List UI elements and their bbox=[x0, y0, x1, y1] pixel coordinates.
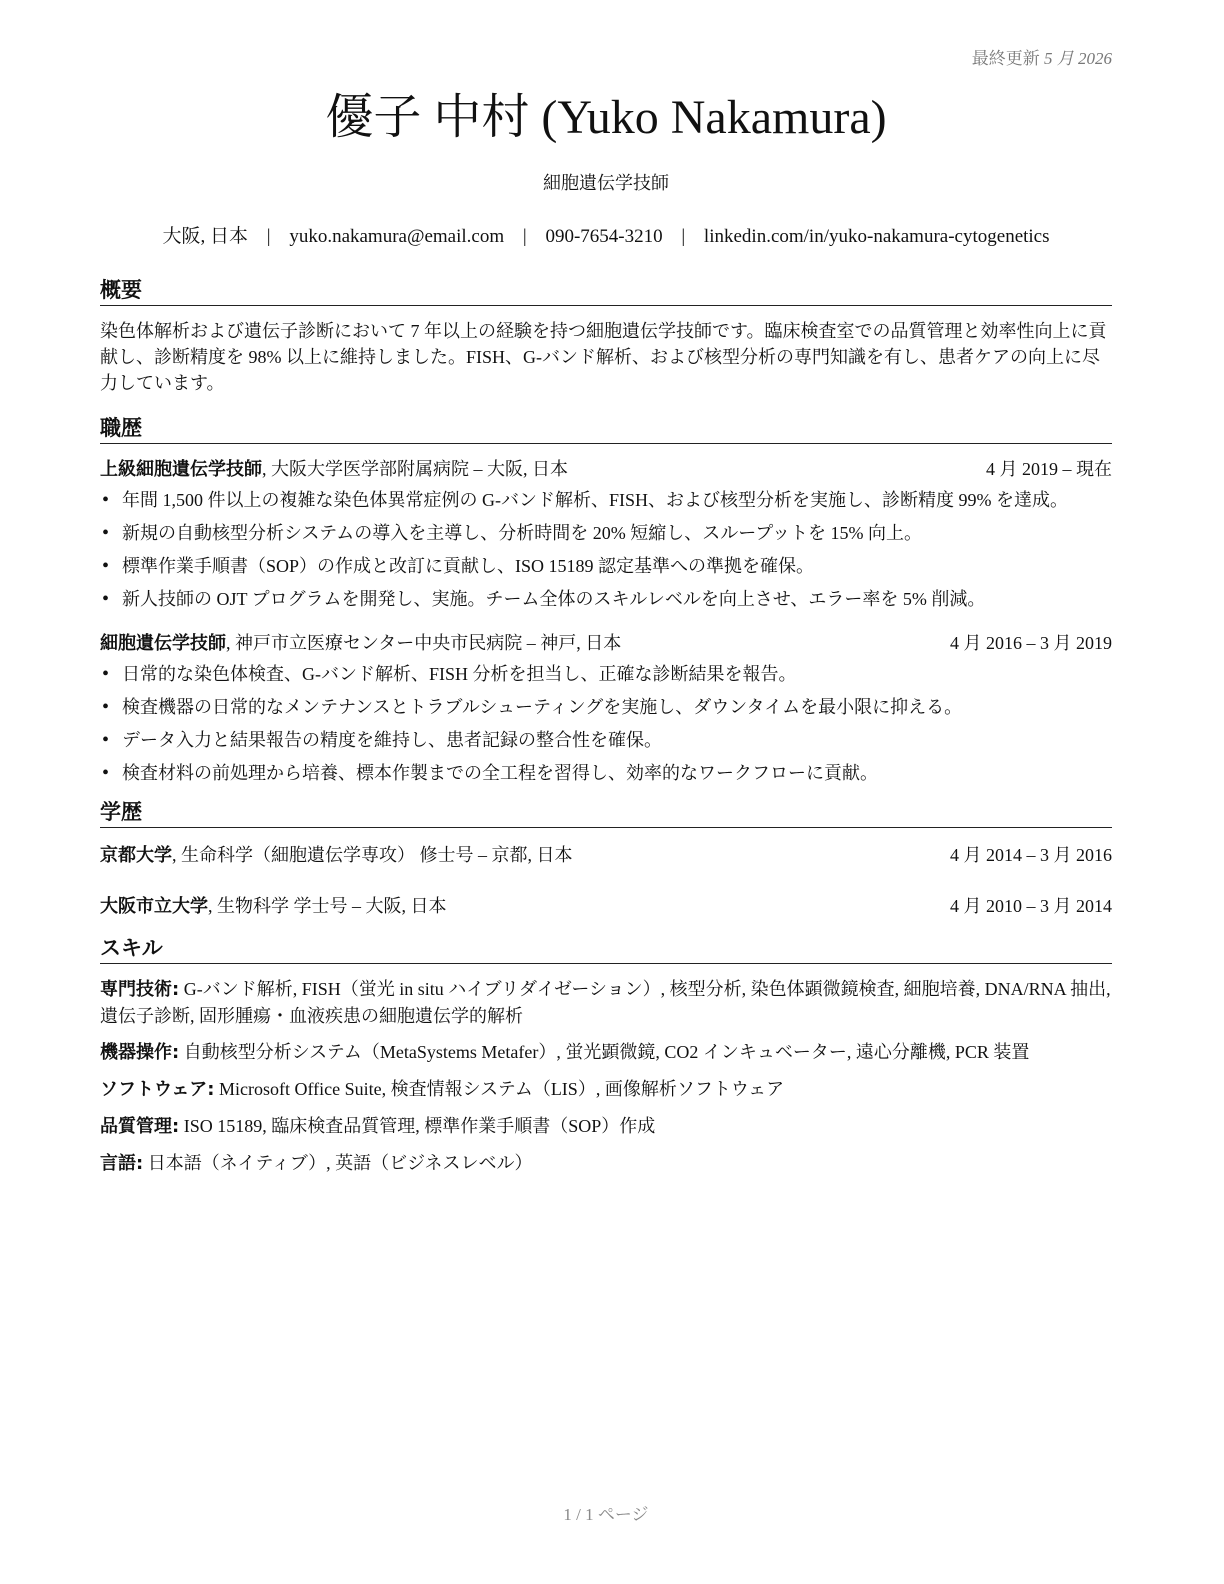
education-dates: 4 月 2010 – 3 月 2014 bbox=[950, 896, 1112, 916]
summary-heading: 概要 bbox=[100, 276, 1112, 306]
resume-page bbox=[100, 0, 1112, 1584]
skill-label: 機器操作: bbox=[100, 1042, 180, 1063]
education-heading: 学歴 bbox=[100, 798, 1112, 828]
job-bullet: • 検査材料の前処理から培養、標本作製までの全工程を習得し、効率的なワークフローに貢献。 bbox=[100, 760, 1112, 786]
contact-separator: | bbox=[266, 226, 271, 247]
contact-separator: | bbox=[681, 226, 686, 247]
job-bullet: • 新規の自動核型分析システムの導入を主導し、分析時間を 20% 短縮し、スループットを 15% 向上。 bbox=[100, 520, 1112, 546]
job-dates: 4 月 2016 – 3 月 2019 bbox=[950, 633, 1112, 653]
skill-text: ISO 15189, 臨床検査品質管理, 標準作業手順書（SOP）作成 bbox=[179, 1116, 656, 1136]
last-updated bbox=[972, 44, 1112, 69]
education-entry bbox=[100, 893, 1112, 920]
contact-location: 大阪, 日本 bbox=[162, 226, 248, 247]
last-updated-date: 5 月 2026 bbox=[1044, 49, 1112, 68]
job-entry bbox=[100, 456, 1112, 612]
contact-email[interactable]: yuko.nakamura@email.com bbox=[289, 226, 505, 247]
job-dates: 4 月 2019 – 現在 bbox=[986, 459, 1112, 479]
job-bullet: • 新人技師の OJT プログラムを開発し、実施。チーム全体のスキルレベルを向上させ、エラー率を 5% 削減。 bbox=[100, 586, 1112, 612]
contact-line bbox=[100, 224, 1112, 250]
skill-text: 自動核型分析システム（MetaSystems Metafer）, 蛍光顕微鏡, CO2 インキュベーター, 遠心分離機, PCR 装置 bbox=[179, 1042, 1030, 1062]
education-school: 京都大学 bbox=[100, 845, 172, 866]
job-bullet: • 標準作業手順書（SOP）の作成と改訂に貢献し、ISO 15189 認定基準への準拠を確保。 bbox=[100, 553, 1112, 579]
last-updated-label: 最終更新 bbox=[971, 49, 1040, 68]
skill-text: G-バンド解析, FISH（蛍光 in situ ハイブリダイゼーション）, 核型分析, 染色体顕微鏡検査, 細胞培養, DNA/RNA 抽出, 遺伝子診断, 固形腫瘍・血液疾患の細胞遺伝学的解析 bbox=[100, 979, 1111, 1026]
skill-row bbox=[100, 1076, 1112, 1103]
skills-heading: スキル bbox=[100, 934, 1112, 964]
job-bullets bbox=[100, 661, 1112, 786]
job-role: 細胞遺伝学技師 bbox=[100, 633, 226, 654]
skill-text: 日本語（ネイティブ）, 英語（ビジネスレベル） bbox=[143, 1153, 533, 1173]
skill-label: 品質管理: bbox=[100, 1116, 180, 1137]
education-school: 大阪市立大学 bbox=[100, 896, 208, 917]
job-role: 上級細胞遺伝学技師 bbox=[100, 459, 262, 480]
contact-phone: 090-7654-3210 bbox=[545, 226, 663, 247]
education-dates: 4 月 2014 – 3 月 2016 bbox=[950, 845, 1112, 865]
contact-separator: | bbox=[522, 226, 527, 247]
education-detail: , 生物科学 学士号 – 大阪, 日本 bbox=[208, 896, 447, 916]
education-detail: , 生命科学（細胞遺伝学専攻） 修士号 – 京都, 日本 bbox=[172, 845, 573, 865]
job-bullets bbox=[100, 487, 1112, 612]
job-entry bbox=[100, 630, 1112, 786]
page-number: 1 / 1 ページ bbox=[563, 1505, 649, 1524]
skill-row bbox=[100, 1039, 1112, 1066]
education-entry bbox=[100, 842, 1112, 869]
skills-list bbox=[100, 976, 1112, 1177]
job-header bbox=[100, 456, 1112, 483]
skill-label: 言語: bbox=[100, 1153, 144, 1174]
job-bullet: • 検査機器の日常的なメンテナンスとトラブルシューティングを実施し、ダウンタイムを最小限に抑える。 bbox=[100, 694, 1112, 720]
contact-linkedin[interactable]: linkedin.com/in/yuko-nakamura-cytogenetics bbox=[703, 226, 1050, 247]
job-bullet: • データ入力と結果報告の精度を維持し、患者記録の整合性を確保。 bbox=[100, 727, 1112, 753]
skill-row bbox=[100, 976, 1112, 1029]
job-title: 細胞遺伝学技師 bbox=[543, 173, 669, 193]
skill-label: 専門技術: bbox=[100, 979, 180, 1000]
summary-text: 染色体解析および遺伝子診断において 7 年以上の経験を持つ細胞遺伝学技師です。臨床検査室での品質管理と効率性向上に貢献し、診断精度を 98% 以上に維持しました。FISH、G-バンド解析、および核型分析の専門知識を有し、患者ケアの向上に尽力しています。 bbox=[100, 321, 1107, 393]
job-bullet: • 日常的な染色体検査、G-バンド解析、FISH 分析を担当し、正確な診断結果を報告。 bbox=[100, 661, 1112, 687]
job-header bbox=[100, 630, 1112, 657]
skill-label: ソフトウェア: bbox=[100, 1079, 215, 1100]
job-org: , 神戸市立医療センター中央市民病院 – 神戸, 日本 bbox=[226, 633, 622, 653]
job-bullet: • 年間 1,500 件以上の複雑な染色体異常症例の G-バンド解析、FISH、および核型分析を実施し、診断精度 99% を達成。 bbox=[100, 487, 1112, 513]
skill-row bbox=[100, 1150, 1112, 1177]
skill-text: Microsoft Office Suite, 検査情報システム（LIS）, 画像解析ソフトウェア bbox=[214, 1079, 785, 1099]
resume-content bbox=[100, 276, 1112, 1177]
job-org: , 大阪大学医学部附属病院 – 大阪, 日本 bbox=[262, 459, 568, 479]
experience-heading: 職歴 bbox=[100, 414, 1112, 444]
skill-row bbox=[100, 1113, 1112, 1140]
candidate-name: 優子 中村 (Yuko Nakamura) bbox=[325, 91, 887, 144]
